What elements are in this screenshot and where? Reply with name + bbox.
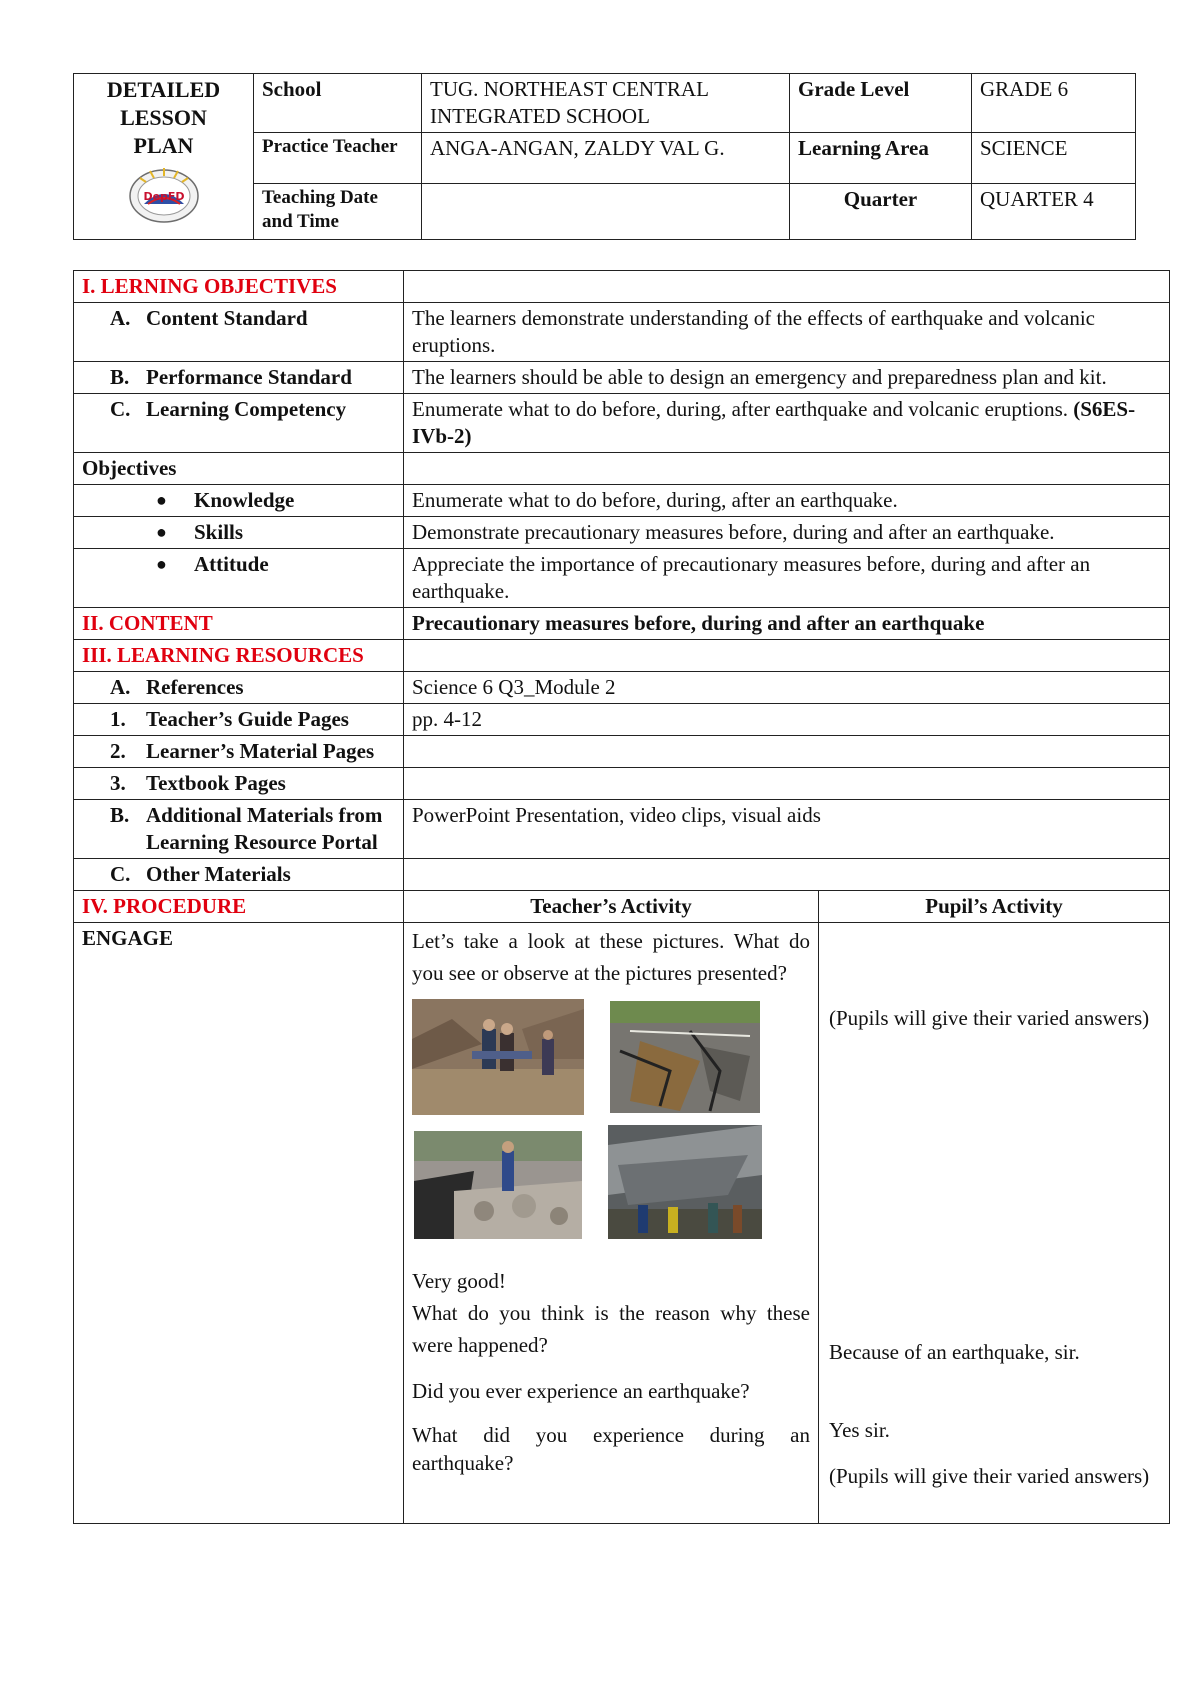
rescue-photo	[412, 999, 584, 1115]
teachers-guide-label	[74, 704, 404, 736]
references-value: Science 6 Q3_Module 2	[404, 672, 1170, 704]
additional-materials-label	[74, 800, 404, 859]
references-text: References	[146, 675, 244, 699]
performance-standard-num: B.	[110, 365, 130, 389]
skills-label	[74, 517, 404, 549]
learners-material-num: 2.	[110, 739, 126, 763]
attitude-label	[74, 549, 404, 608]
content-standard-label	[74, 303, 404, 362]
textbook-pages-label	[74, 768, 404, 800]
teachers-guide-value: pp. 4-12	[404, 704, 1170, 736]
pupil-answer-earthquake: Because of an earthquake, sir.	[829, 1340, 1080, 1364]
bullet-icon: ●	[156, 522, 167, 542]
quarter-value: QUARTER 4	[972, 184, 1136, 240]
learning-competency-desc: Enumerate what to do before, during, after earthquake and volcanic eruptions.	[412, 397, 1068, 421]
performance-standard-text: Performance Standard	[146, 365, 352, 389]
deped-seal-icon	[128, 164, 200, 224]
content-standard-num: A.	[110, 306, 131, 330]
other-materials-label	[74, 859, 404, 891]
content-value: Precautionary measures before, during and after an earthquake	[404, 608, 1170, 640]
quarter-label: Quarter	[790, 184, 972, 240]
teacher-activity-header: Teacher’s Activity	[404, 891, 819, 923]
header-table	[73, 73, 1136, 240]
learning-area-value: SCIENCE	[972, 133, 1136, 184]
objectives-label: Objectives	[74, 453, 404, 485]
objectives-heading: I. LERNING OBJECTIVES	[74, 271, 404, 303]
additional-materials-num: B.	[110, 803, 130, 827]
learners-material-label	[74, 736, 404, 768]
teacher-question-reason: What do you think is the reason why these were happened?	[412, 1301, 810, 1357]
learning-competency-label	[74, 394, 404, 453]
bullet-icon: ●	[156, 490, 167, 510]
performance-standard-label	[74, 362, 404, 394]
attitude-value: Appreciate the importance of precautionary measures before, during and after an earthquake.	[404, 549, 1170, 608]
bullet-icon: ●	[156, 554, 167, 574]
dlp-title-line-2: LESSON	[120, 105, 207, 130]
teachers-guide-num: 1.	[110, 707, 126, 731]
attitude-text: Attitude	[194, 552, 269, 576]
grade-level-label: Grade Level	[790, 74, 972, 133]
additional-materials-value: PowerPoint Presentation, video clips, visual aids	[404, 800, 1170, 859]
pupil-answer-varied-1: (Pupils will give their varied answers)	[829, 1006, 1150, 1030]
school-label: School	[254, 74, 422, 133]
collapsed-building-photo	[608, 1125, 762, 1239]
engage-label: ENGAGE	[74, 923, 404, 1524]
dlp-title-cell	[74, 74, 254, 240]
pupil-activity-cell	[819, 923, 1170, 1524]
teacher-prompt-pictures: Let’s take a look at these pictures. What do you see or observe at the pictures presented?	[412, 929, 810, 985]
performance-standard-value: The learners should be able to design an emergency and preparedness plan and kit.	[404, 362, 1170, 394]
dlp-title-line-1: DETAILED	[106, 77, 221, 102]
references-label	[74, 672, 404, 704]
earthquake-pictures	[412, 999, 810, 1259]
cracked-road-photo	[610, 1001, 760, 1113]
textbook-pages-num: 3.	[110, 771, 126, 795]
teacher-question-during: What did you experience during an earthquake?	[412, 1423, 810, 1475]
teacher-question-experience: Did you ever experience an earthquake?	[412, 1379, 750, 1403]
learning-competency-num: C.	[110, 397, 131, 421]
knowledge-value: Enumerate what to do before, during, after an earthquake.	[404, 485, 1170, 517]
learners-material-text: Learner’s Material Pages	[146, 739, 375, 763]
pupil-answer-yes: Yes sir.	[829, 1418, 890, 1442]
practice-teacher-value: ANGA-ANGAN, ZALDY VAL G.	[422, 133, 790, 184]
other-materials-num: C.	[110, 862, 131, 886]
grade-level-value: GRADE 6	[972, 74, 1136, 133]
teacher-activity-cell	[404, 923, 819, 1524]
textbook-pages-text: Textbook Pages	[146, 771, 286, 795]
learning-area-label: Learning Area	[790, 133, 972, 184]
content-heading: II. CONTENT	[74, 608, 404, 640]
learning-competency-text: Learning Competency	[146, 397, 347, 421]
content-standard-text: Content Standard	[146, 306, 308, 330]
skills-value: Demonstrate precautionary measures before, during and after an earthquake.	[404, 517, 1170, 549]
school-value: TUG. NORTHEAST CENTRAL INTEGRATED SCHOOL	[422, 74, 790, 133]
skills-text: Skills	[194, 520, 244, 544]
pupil-activity-header: Pupil’s Activity	[819, 891, 1170, 923]
lesson-plan-table	[73, 270, 1170, 1524]
collapsed-wall-photo	[414, 1131, 582, 1239]
logo-text: DepED	[142, 190, 185, 203]
resources-heading: III. LEARNING RESOURCES	[74, 640, 404, 672]
learning-competency-value	[404, 394, 1170, 453]
dlp-title-line-3: PLAN	[133, 133, 194, 158]
teaching-date-label: Teaching Date and Time	[254, 184, 422, 240]
other-materials-text: Other Materials	[146, 862, 291, 886]
teacher-praise: Very good!	[412, 1269, 506, 1293]
content-standard-value: The learners demonstrate understanding of the effects of earthquake and volcanic eruptions.	[404, 303, 1170, 362]
pupil-answer-varied-2: (Pupils will give their varied answers)	[829, 1464, 1150, 1488]
learning-competency-code: (S6ES-IVb-2)	[412, 397, 1136, 448]
teaching-date-value	[422, 184, 790, 240]
knowledge-text: Knowledge	[194, 488, 295, 512]
teachers-guide-text: Teacher’s Guide Pages	[146, 707, 349, 731]
additional-materials-text: Additional Materials from Learning Resource Portal	[146, 803, 383, 854]
practice-teacher-label: Practice Teacher	[254, 133, 422, 184]
procedure-heading: IV. PROCEDURE	[74, 891, 404, 923]
references-num: A.	[110, 675, 131, 699]
knowledge-label	[74, 485, 404, 517]
